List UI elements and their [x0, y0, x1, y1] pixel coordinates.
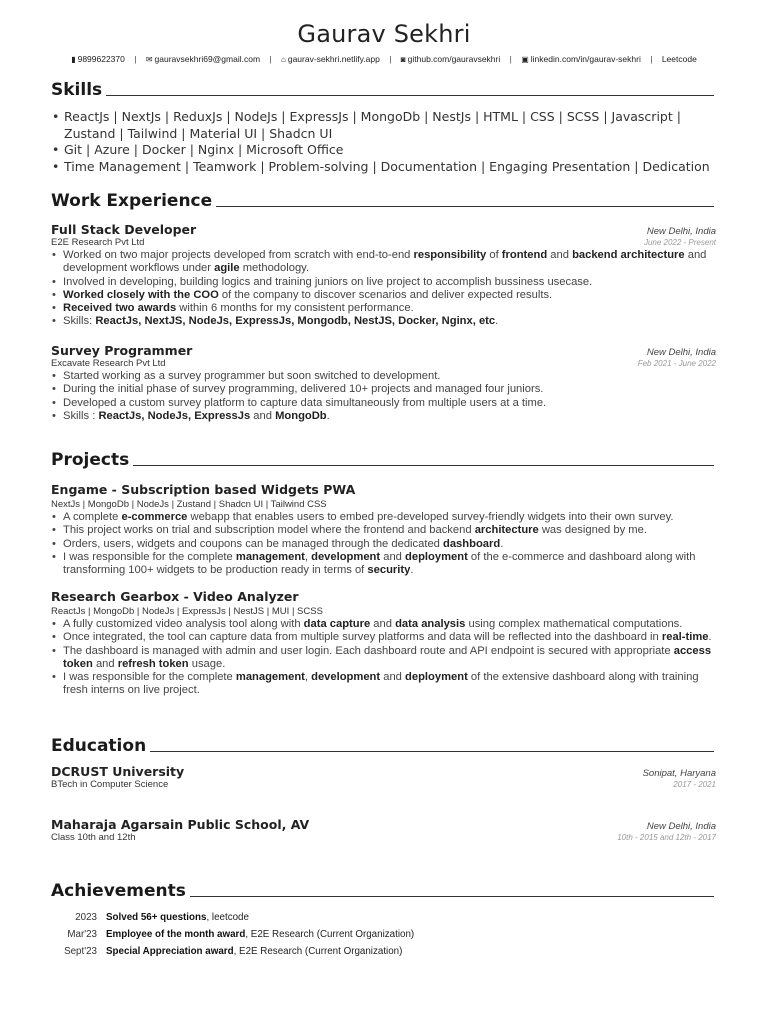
separator: | [389, 54, 392, 64]
bullet-item: • I was responsible for the complete management, development and deployment of the extensive dashboard along with training fresh interns on live project. [51, 671, 716, 698]
achievement-year: Sept'23 [64, 946, 97, 957]
separator: | [509, 54, 512, 64]
github-text: github.com/gauravsekhri [407, 54, 501, 64]
bold-text: development [311, 550, 381, 563]
linkedin-icon: ▣ [521, 55, 529, 64]
bold-text: ReactJs, NextJS, NodeJs, ExpressJs, Mongodb, NestJS, Docker, Nginx, etc [95, 315, 496, 328]
bullet-item: • A fully customized video analysis tool along with data capture and data analysis using complex mathematical computations. [51, 618, 716, 631]
bold-text: e-commerce [121, 511, 188, 523]
project-bullets [51, 511, 716, 577]
section-title-text: Projects [51, 450, 130, 470]
job-title: Full Stack Developer [51, 222, 197, 237]
bold-text: real-time [661, 631, 709, 644]
bullet-item: • Started working as a survey programmer but soon switched to development. [51, 370, 716, 383]
bold-text: dashboard [443, 537, 501, 550]
website-link[interactable] [281, 54, 380, 64]
bold-text: access token [63, 644, 712, 670]
job-bullets [51, 249, 716, 329]
bullet-item: • Worked on two major projects developed from scratch with end-to-end responsibility of frontend and backend architecture and development workflows under agile methodology. [51, 249, 716, 276]
school-name: DCRUST University [51, 764, 185, 779]
achievement-year: Mar'23 [67, 929, 97, 940]
email-link[interactable] [146, 54, 260, 64]
contact-bar [0, 54, 768, 64]
linkedin-text: linkedin.com/in/gaurav-sekhri [530, 54, 641, 64]
bold-text: architecture [474, 524, 539, 537]
bullet-item: • The dashboard is managed with admin and user login. Each dashboard route and API endpoint is secured with appropriate access token and refresh token usage. [51, 645, 716, 672]
section-title-text: Education [51, 736, 147, 756]
section-title-work [51, 191, 714, 211]
bold-text: management [235, 550, 305, 563]
degree: BTech in Computer Science [51, 779, 169, 790]
bold-text: Received two awards [63, 302, 177, 315]
section-title-text: Work Experience [51, 191, 213, 211]
bold-text: deployment [405, 550, 468, 563]
bold-text: refresh token [117, 657, 189, 670]
work-entry [51, 222, 716, 329]
project-entry [51, 589, 716, 698]
bold-text: frontend [501, 249, 548, 261]
bullet-item: • I was responsible for the complete management, development and deployment of the e-commerce and dashboard along with transforming 100+ widgets to be production ready in terms of security. [51, 551, 716, 578]
skills-item: • Git | Azure | Docker | Nginx | Microsoft Office [51, 142, 731, 159]
project-title: Engame - Subscription based Widgets PWA [51, 482, 356, 497]
bold-text: development [311, 671, 381, 684]
job-location: New Delhi, India [646, 226, 716, 237]
degree: Class 10th and 12th [51, 832, 136, 843]
achievement-year: 2023 [75, 912, 97, 923]
section-rule [150, 751, 714, 752]
bold-text: deployment [405, 671, 468, 684]
section-title-achievements [51, 881, 714, 901]
bold-text: data analysis [395, 618, 466, 630]
education-dates: 2017 - 2021 [673, 780, 716, 789]
achievement-title: Solved 56+ questions [106, 912, 207, 923]
bold-text: management [235, 671, 305, 684]
bullet-item: • This project works on trial and subscription model where the frontend and backend architecture was designed by me. [51, 524, 716, 537]
achievement-item [51, 912, 651, 923]
work-entry [51, 343, 716, 423]
achievement-title: Employee of the month award [106, 929, 246, 940]
bold-text: backend architecture [572, 249, 685, 261]
bullet-item: • Once integrated, the tool can capture data from multiple survey platforms and data will be reflected into the dashboard in real-time. [51, 631, 716, 644]
bold-text: MongoDb [275, 409, 327, 422]
project-tech: NextJs | MongoDb | NodeJs | Zustand | Shadcn UI | Tailwind CSS [51, 499, 327, 510]
achievement-item [51, 946, 651, 957]
leetcode-link[interactable]: Leetcode [661, 54, 697, 64]
github-icon: ◙ [400, 55, 406, 64]
mail-icon: ✉ [145, 55, 153, 64]
bullet-item: • Developed a custom survey platform to capture data simultaneously from multiple users at a time. [51, 397, 716, 410]
bullet-item: • Involved in developing, building logics and training juniors on live project to accomplish bussiness usecase. [51, 276, 716, 289]
section-rule [216, 206, 714, 207]
achievement-detail: , E2E Research (Current Organization) [233, 946, 403, 957]
bold-text: agile [214, 262, 240, 275]
job-location: New Delhi, India [646, 347, 716, 358]
separator: | [134, 54, 137, 64]
bullet-item: • Orders, users, widgets and coupons can be managed through the dedicated dashboard. [51, 538, 716, 551]
school-name: Maharaja Agarsain Public School, AV [51, 817, 310, 832]
section-title-projects [51, 450, 714, 470]
bold-text: Worked closely with the COO [63, 288, 219, 301]
email-text: gauravsekhri69@gmail.com [154, 54, 261, 64]
candidate-name: Gaurav Sekhri [297, 20, 471, 48]
bullet-item: • Skills : ReactJs, NodeJs, ExpressJs and MongoDb. [51, 410, 716, 423]
phone-text: 9899622370 [77, 54, 125, 64]
job-dates: Feb 2021 - June 2022 [637, 359, 716, 368]
education-entry [51, 817, 716, 843]
skills-item: • ReactJs | NextJs | ReduxJs | NodeJs | ExpressJs | MongoDb | NestJs | HTML | CSS | SCSS | Javascript | Zustand | Tailwind | Material UI | Shadcn UI [51, 109, 731, 142]
school-location: Sonipat, Haryana [642, 768, 716, 779]
job-title: Survey Programmer [51, 343, 193, 358]
bullet-item: • Received two awards within 6 months for my consistent performance. [51, 302, 716, 315]
project-entry [51, 482, 716, 577]
achievement-item [51, 929, 651, 940]
school-location: New Delhi, India [646, 821, 716, 832]
achievement-detail: , leetcode [206, 912, 249, 923]
home-icon: ⌂ [281, 55, 286, 64]
skills-item: • Time Management | Teamwork | Problem-solving | Documentation | Engaging Presentation | Dedication [51, 159, 731, 176]
section-rule [106, 95, 714, 96]
phone-item[interactable] [71, 54, 125, 64]
skills-list [51, 109, 731, 175]
bold-text: responsibility [413, 249, 487, 261]
bullet-item: • Skills: ReactJs, NextJS, NodeJs, ExpressJs, Mongodb, NestJS, Docker, Nginx, etc. [51, 315, 716, 328]
achievement-title: Special Appreciation award [106, 946, 234, 957]
company-name: Excavate Research Pvt Ltd [51, 358, 166, 369]
phone-icon: ▮ [71, 55, 76, 64]
job-bullets [51, 370, 716, 423]
separator: | [269, 54, 272, 64]
bullet-item: • During the initial phase of survey programming, delivered 10+ projects and managed four juniors. [51, 383, 716, 396]
github-link[interactable] [401, 54, 500, 64]
job-dates: June 2022 - Present [643, 238, 716, 247]
section-title-text: Skills [51, 80, 103, 100]
section-rule [190, 896, 714, 897]
achievement-detail: , E2E Research (Current Organization) [245, 929, 415, 940]
bold-text: security [367, 564, 411, 577]
project-tech: ReactJs | MongoDb | NodeJs | ExpressJs | NestJS | MUI | SCSS [51, 606, 323, 617]
company-name: E2E Research Pvt Ltd [51, 237, 145, 248]
separator: | [650, 54, 653, 64]
education-entry [51, 764, 716, 790]
bold-text: data capture [303, 618, 371, 630]
linkedin-link[interactable] [521, 54, 641, 64]
bullet-item: • Worked closely with the COO of the company to discover scenarios and deliver expected results. [51, 289, 716, 302]
bullet-item: • A complete e-commerce webapp that enables users to embed pre-developed survey-friendly widgets into their own survey. [51, 511, 716, 524]
project-title: Research Gearbox - Video Analyzer [51, 589, 299, 604]
section-title-text: Achievements [51, 881, 186, 901]
bold-text: ReactJs, NodeJs, ExpressJs [98, 409, 251, 422]
section-rule [133, 465, 714, 466]
section-title-education [51, 736, 714, 756]
website-text: gaurav-sekhri.netlify.app [287, 54, 380, 64]
section-title-skills [51, 80, 714, 100]
education-dates: 10th - 2015 and 12th - 2017 [617, 833, 716, 842]
project-bullets [51, 618, 716, 698]
